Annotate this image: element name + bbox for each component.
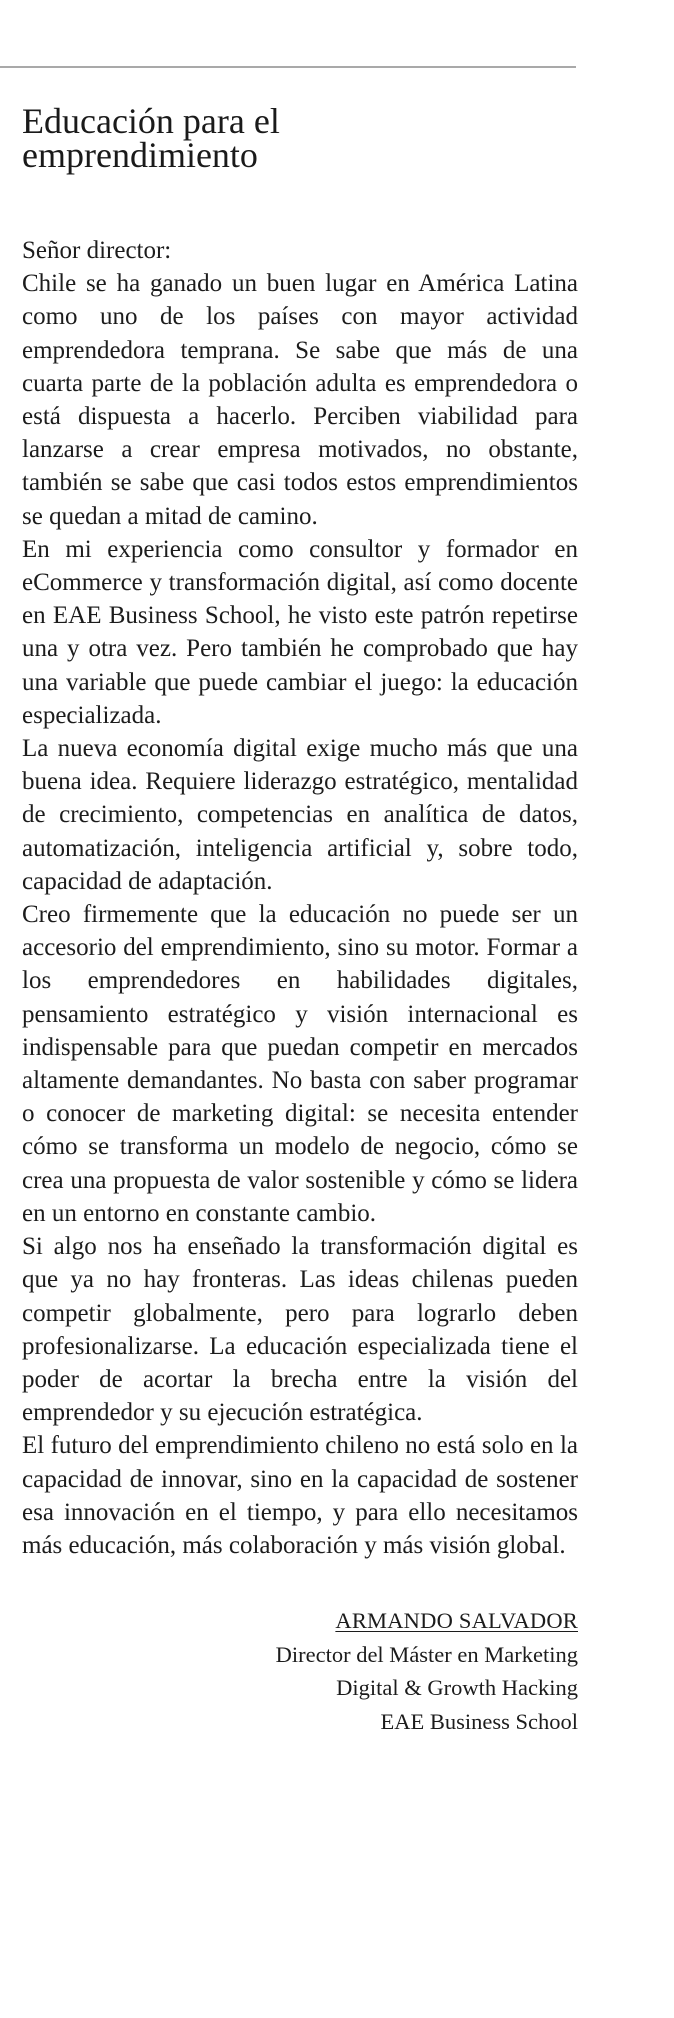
paragraph-1: Chile se ha ganado un buen lugar en América Latina como uno de los países con mayor actividad emprendedora temprana. Se sabe que más de una cuarta parte de la población adulta es emprendedora o está dispuesta a hacerlo. Perciben viabilidad para lanzarse a crear empresa motivados, no obstante, también se sabe que casi todos estos emprendimientos se quedan a mitad de camino.	[22, 270, 578, 530]
signature-block	[22, 1604, 578, 1738]
headline	[22, 101, 578, 175]
headline-line-1: Educación para el	[22, 101, 280, 141]
letter-article	[22, 101, 578, 1738]
paragraph-2: En mi experiencia como consultor y formador en eCommerce y transformación digital, así como docente en EAE Business School, he visto este patrón repetirse una y otra vez. Pero también he comprobado que hay una variable que puede cambiar el juego: la educación especializada.	[22, 535, 578, 729]
salutation: Señor director:	[22, 237, 172, 264]
letter-body	[22, 267, 578, 1562]
author-role-line-1: Director del Máster en Marketing	[275, 1641, 578, 1667]
headline-line-2: emprendimiento	[22, 135, 258, 175]
paragraph-6: El futuro del emprendimiento chileno no está solo en la capacidad de innovar, sino en la capacidad de sostener esa innovación en el tiempo, y para ello necesitamos más educación, más colaboración y más visión global.	[22, 1432, 578, 1559]
paragraph-4: Creo firmemente que la educación no puede ser un accesorio del emprendimiento, sino su motor. Formar a los emprendedores en habilidades digitales, pensamiento estratégico y visión internacional es indispensable para que puedan competir en mercados altamente demandantes. No basta con saber programar o conocer de marketing digital: se necesita entender cómo se transforma un modelo de negocio, cómo se crea una propuesta de valor sostenible y cómo se lidera en un entorno en constante cambio.	[22, 901, 578, 1227]
author-role-line-2: Digital & Growth Hacking	[336, 1675, 578, 1701]
top-divider	[0, 66, 576, 68]
author-name: ARMANDO SALVADOR	[335, 1608, 578, 1634]
author-organization: EAE Business School	[380, 1708, 578, 1734]
paragraph-5: Si algo nos ha enseñado la transformación digital es que ya no hay fronteras. Las ideas chilenas pueden competir globalmente, pero para lograrlo deben profesionalizarse. La educación especializada tiene el poder de acortar la brecha entre la visión del emprendedor y su ejecución estratégica.	[22, 1233, 578, 1427]
paragraph-3: La nueva economía digital exige mucho más que una buena idea. Requiere liderazgo estratégico, mentalidad de crecimiento, competencias en analítica de datos, automatización, inteligencia artificial y, sobre todo, capacidad de adaptación.	[22, 735, 578, 895]
